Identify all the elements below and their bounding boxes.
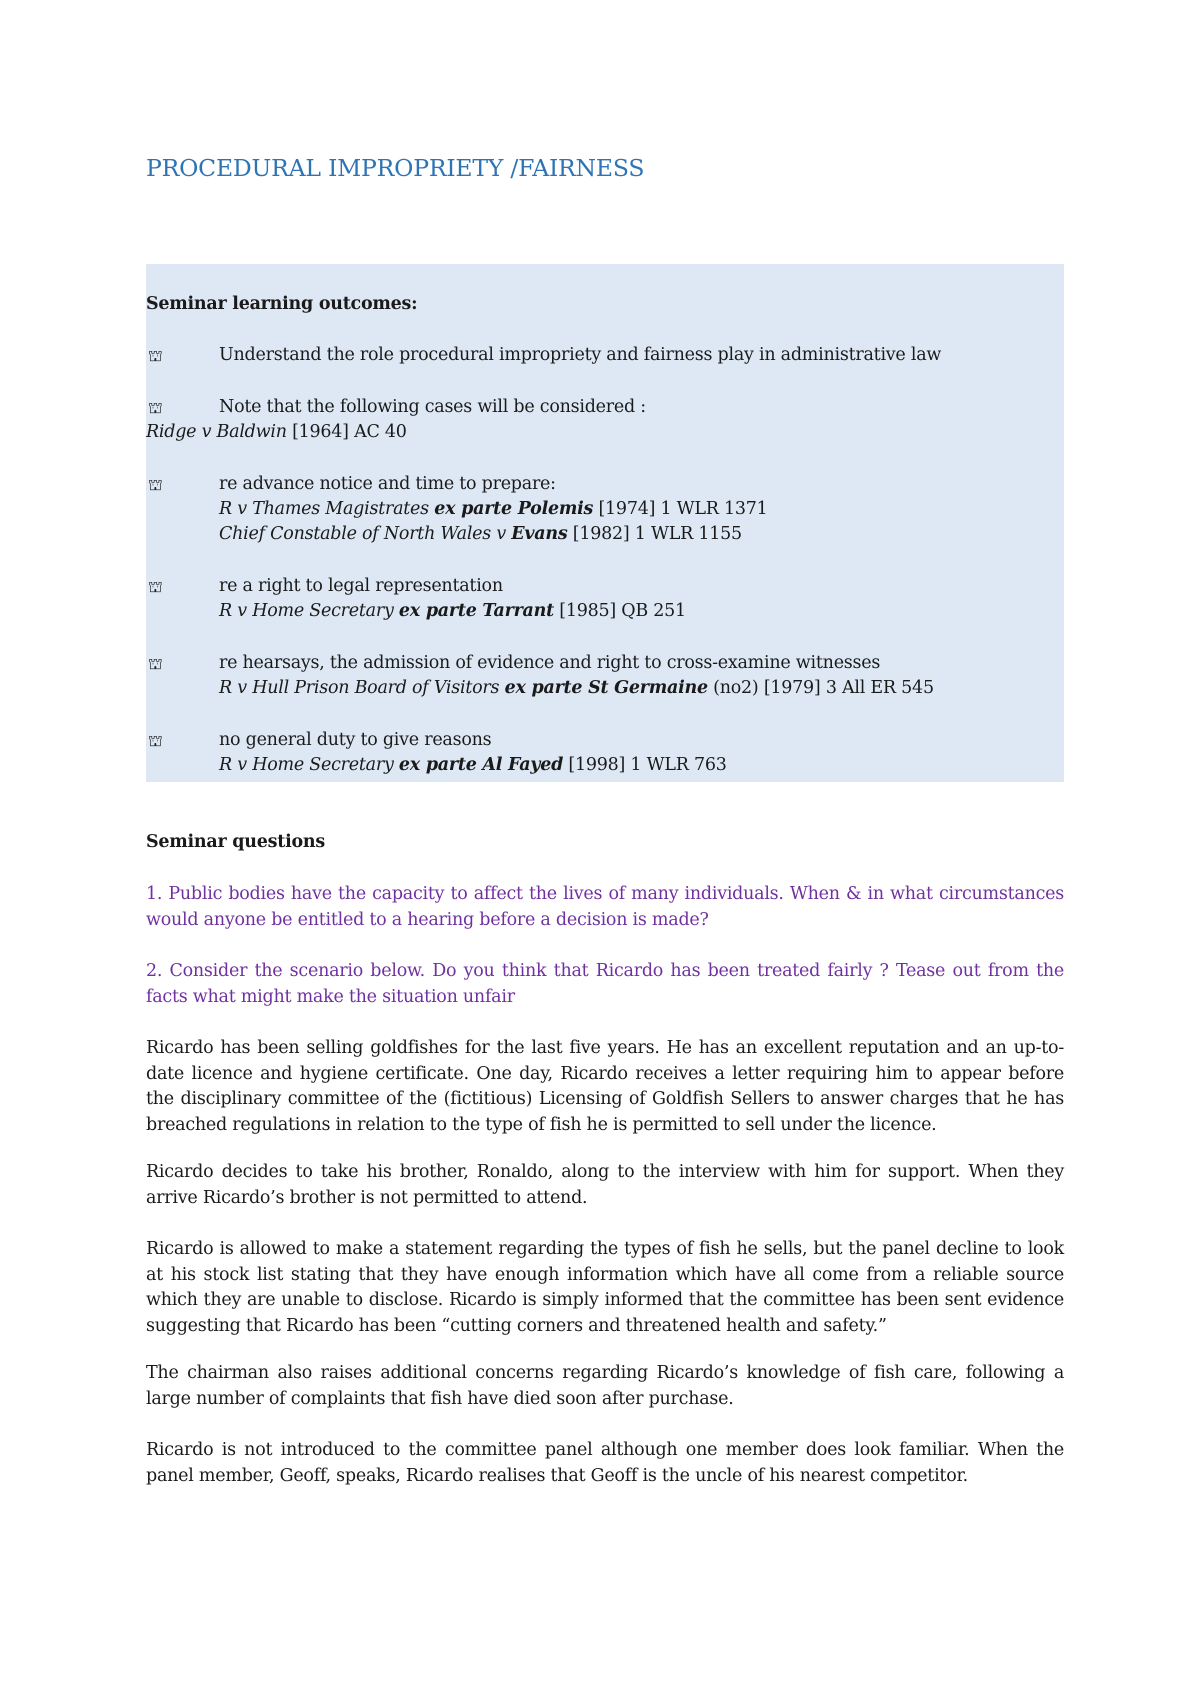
outcomes-heading: Seminar learning outcomes:: [146, 294, 418, 314]
case-citation: R v Home Secretary ex parte Al Fayed [1998] 1 WLR 763: [219, 755, 727, 775]
question-2: 2. Consider the scenario below. Do you think that Ricardo has been treated fairly ? Tease out from the facts what might make the situation unfair: [146, 961, 1064, 1007]
case-citation: Chief Constable of North Wales v Evans [1982] 1 WLR 1155: [219, 524, 742, 544]
questions-heading: Seminar questions: [146, 832, 325, 852]
question-1: 1. Public bodies have the capacity to affect the lives of many individuals. When & in what circumstances would anyone be entitled to a hearing before a decision is made?: [146, 884, 1064, 930]
umbrella-bullet-icon: ⛫: [148, 475, 163, 494]
outcome-item: re advance notice and time to prepare:: [219, 474, 556, 494]
scenario-paragraph: Ricardo has been selling goldfishes for the last five years. He has an excellent reputation and an up-to-date licence and hygiene certificate. One day, Ricardo receives a letter requiring him to appear before the disciplinary committee of the (fictitious) Licensing of Goldfish Sellers to answer charges that he has breached regulations in relation to the type of fish he is permitted to sell under the licence.: [146, 1038, 1064, 1135]
page-title: PROCEDURAL IMPROPRIETY /FAIRNESS: [146, 154, 645, 182]
outcome-item: no general duty to give reasons: [219, 730, 492, 750]
outcome-item: Understand the role procedural impropriety and fairness play in administrative law: [219, 345, 942, 365]
umbrella-bullet-icon: ⛫: [148, 731, 163, 750]
scenario-paragraph: The chairman also raises additional concerns regarding Ricardo’s knowledge of fish care, following a large number of complaints that fish have died soon after purchase.: [146, 1363, 1064, 1409]
outcome-item: Note that the following cases will be considered :: [219, 397, 646, 417]
umbrella-bullet-icon: ⛫: [148, 654, 163, 673]
umbrella-bullet-icon: ⛫: [148, 577, 163, 596]
outcome-item: re hearsays, the admission of evidence and right to cross-examine witnesses: [219, 653, 881, 673]
scenario-paragraph: Ricardo is allowed to make a statement regarding the types of fish he sells, but the panel decline to look at his stock list stating that they have enough information which have all come from a reliable source which they are unable to disclose. Ricardo is simply informed that the committee has been sent evidence suggesting that Ricardo has been “cutting corners and threatened health and safety.”: [146, 1239, 1064, 1336]
scenario-paragraph: Ricardo is not introduced to the committee panel although one member does look familiar. When the panel member, Geoff, speaks, Ricardo realises that Geoff is the uncle of his nearest competitor.: [146, 1440, 1064, 1486]
case-citation: R v Thames Magistrates ex parte Polemis [1974] 1 WLR 1371: [219, 499, 768, 519]
outcome-item: re a right to legal representation: [219, 576, 503, 596]
umbrella-bullet-icon: ⛫: [148, 398, 163, 417]
umbrella-bullet-icon: ⛫: [148, 346, 163, 365]
scenario-paragraph: Ricardo decides to take his brother, Ronaldo, along to the interview with him for support. When they arrive Ricardo’s brother is not permitted to attend.: [146, 1162, 1064, 1208]
case-citation: R v Hull Prison Board of Visitors ex parte St Germaine (no2) [1979] 3 All ER 545: [219, 678, 934, 698]
case-citation: R v Home Secretary ex parte Tarrant [1985] QB 251: [219, 601, 686, 621]
case-citation: Ridge v Baldwin [1964] AC 40: [146, 422, 407, 442]
